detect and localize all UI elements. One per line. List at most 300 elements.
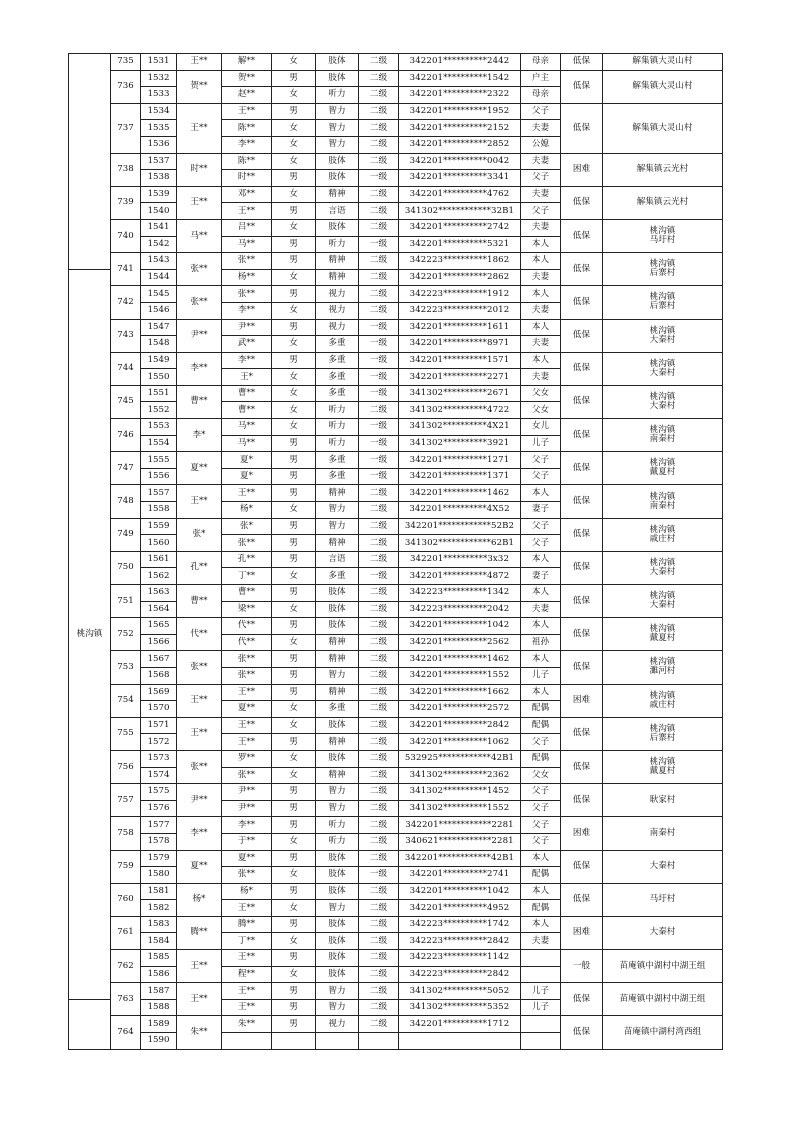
- sex-cell: 女: [272, 369, 316, 386]
- disability-level-cell: 一级: [359, 236, 399, 253]
- address-cell: 耿家村: [603, 784, 723, 817]
- id-number-cell: 342201**********2842: [399, 717, 521, 734]
- relationship-cell: [521, 1033, 561, 1050]
- disability-level-cell: 二级: [359, 933, 399, 950]
- household-number-cell: 762: [111, 950, 141, 983]
- member-id-cell: 1547: [141, 319, 177, 336]
- relationship-cell: 配偶: [521, 750, 561, 767]
- disability-level-cell: 二级: [359, 136, 399, 153]
- disability-level-cell: 一级: [359, 452, 399, 469]
- member-name-cell: 王**: [222, 684, 272, 701]
- member-name-cell: 陈**: [222, 120, 272, 137]
- member-name-cell: 张**: [222, 867, 272, 884]
- member-id-cell: 1569: [141, 684, 177, 701]
- disability-type-cell: 肢体: [316, 850, 359, 867]
- member-name-cell: 孔**: [222, 551, 272, 568]
- household-head-cell: 曹**: [177, 385, 222, 418]
- sex-cell: 男: [272, 253, 316, 270]
- household-head-cell: 孔**: [177, 551, 222, 584]
- id-number-cell: 342201**********1712: [399, 1016, 521, 1033]
- disability-level-cell: 一级: [359, 369, 399, 386]
- sex-cell: [272, 1033, 316, 1050]
- sex-cell: 女: [272, 767, 316, 784]
- household-head-cell: 尹**: [177, 319, 222, 352]
- member-id-cell: 1552: [141, 402, 177, 419]
- member-name-cell: 杨**: [222, 269, 272, 286]
- id-number-cell: 342201**********1042: [399, 618, 521, 635]
- town-cell: [69, 999, 111, 1049]
- household-head-cell: 代**: [177, 618, 222, 651]
- member-id-cell: 1559: [141, 518, 177, 535]
- id-number-cell: 341302**********2362: [399, 767, 521, 784]
- category-cell: 低保: [561, 1016, 603, 1049]
- member-name-cell: 罗**: [222, 750, 272, 767]
- disability-level-cell: 二级: [359, 269, 399, 286]
- relationship-cell: 妻子: [521, 568, 561, 585]
- relationship-cell: 本人: [521, 485, 561, 502]
- address-cell: 桃沟镇 后寨村: [603, 717, 723, 750]
- household-number-cell: 747: [111, 452, 141, 485]
- household-number-cell: 738: [111, 153, 141, 186]
- disability-type-cell: 肢体: [316, 916, 359, 933]
- address-cell: 桃沟镇 戴夏村: [603, 750, 723, 783]
- disability-level-cell: 一级: [359, 435, 399, 452]
- disability-level-cell: 二级: [359, 585, 399, 602]
- member-name-cell: 梁**: [222, 601, 272, 618]
- sex-cell: 男: [272, 352, 316, 369]
- member-name-cell: 腾**: [222, 916, 272, 933]
- table-row: [69, 253, 723, 270]
- household-head-cell: 张**: [177, 253, 222, 286]
- sex-cell: 女: [272, 867, 316, 884]
- id-number-cell: 342223**********2842: [399, 933, 521, 950]
- category-cell: 低保: [561, 286, 603, 319]
- table-row: [69, 1016, 723, 1033]
- table-body: [69, 54, 723, 1050]
- disability-type-cell: 智力: [316, 800, 359, 817]
- member-name-cell: 赵**: [222, 87, 272, 104]
- disability-type-cell: 多重: [316, 468, 359, 485]
- disability-type-cell: 肢体: [316, 219, 359, 236]
- disability-level-cell: 二级: [359, 817, 399, 834]
- member-name-cell: 王*: [222, 369, 272, 386]
- member-name-cell: [222, 1033, 272, 1050]
- id-number-cell: 532925************42B1: [399, 750, 521, 767]
- sex-cell: 女: [272, 136, 316, 153]
- sex-cell: 女: [272, 54, 316, 71]
- category-cell: 低保: [561, 54, 603, 71]
- household-number-cell: 756: [111, 750, 141, 783]
- category-cell: 低保: [561, 219, 603, 252]
- sex-cell: 女: [272, 153, 316, 170]
- disability-type-cell: 智力: [316, 983, 359, 1000]
- household-number-cell: 746: [111, 419, 141, 452]
- disability-type-cell: 精神: [316, 186, 359, 203]
- address-cell: 桃沟镇 大秦村: [603, 551, 723, 584]
- disability-level-cell: 二级: [359, 833, 399, 850]
- table-row: [69, 219, 723, 236]
- id-number-cell: 342223**********2042: [399, 601, 521, 618]
- id-number-cell: 342201**********1462: [399, 651, 521, 668]
- household-number-cell: 763: [111, 983, 141, 1016]
- table-row: [69, 485, 723, 502]
- disability-level-cell: 一级: [359, 170, 399, 187]
- member-id-cell: 1577: [141, 817, 177, 834]
- sex-cell: 女: [272, 269, 316, 286]
- household-head-cell: 夏**: [177, 452, 222, 485]
- household-head-cell: 李*: [177, 419, 222, 452]
- relationship-cell: 夫妻: [521, 120, 561, 137]
- relationship-cell: 祖孙: [521, 634, 561, 651]
- disability-level-cell: [359, 1033, 399, 1050]
- disability-type-cell: 智力: [316, 103, 359, 120]
- id-number-cell: 342223**********1862: [399, 253, 521, 270]
- id-number-cell: 342201**********2152: [399, 120, 521, 137]
- sex-cell: 男: [272, 435, 316, 452]
- sex-cell: 女: [272, 601, 316, 618]
- id-number-cell: 341302**********5352: [399, 999, 521, 1016]
- sex-cell: 男: [272, 999, 316, 1016]
- id-number-cell: 341302**********1552: [399, 800, 521, 817]
- relationship-cell: 本人: [521, 883, 561, 900]
- relationship-cell: 妻子: [521, 502, 561, 519]
- relationship-cell: 父子: [521, 535, 561, 552]
- table-row: [69, 850, 723, 867]
- relationship-cell: 本人: [521, 618, 561, 635]
- sex-cell: 男: [272, 452, 316, 469]
- table-row: [69, 618, 723, 635]
- member-id-cell: 1548: [141, 336, 177, 353]
- household-head-cell: 时**: [177, 153, 222, 186]
- sex-cell: 男: [272, 618, 316, 635]
- sex-cell: 男: [272, 535, 316, 552]
- relationship-cell: 父女: [521, 767, 561, 784]
- category-cell: 低保: [561, 385, 603, 418]
- member-name-cell: 朱**: [222, 1016, 272, 1033]
- member-id-cell: 1564: [141, 601, 177, 618]
- disability-level-cell: 二级: [359, 286, 399, 303]
- disability-type-cell: 精神: [316, 734, 359, 751]
- household-number-cell: 752: [111, 618, 141, 651]
- member-id-cell: 1566: [141, 634, 177, 651]
- table-row: [69, 103, 723, 120]
- disability-level-cell: 二级: [359, 253, 399, 270]
- disability-type-cell: 多重: [316, 568, 359, 585]
- address-cell: 桃沟镇 大秦村: [603, 385, 723, 418]
- sex-cell: 男: [272, 485, 316, 502]
- disability-type-cell: 精神: [316, 535, 359, 552]
- address-cell: 桃沟镇 大秦村: [603, 352, 723, 385]
- member-id-cell: 1585: [141, 950, 177, 967]
- disability-level-cell: 二级: [359, 634, 399, 651]
- household-head-cell: 李**: [177, 817, 222, 850]
- document-sheet: [68, 56, 722, 1046]
- disability-level-cell: 二级: [359, 535, 399, 552]
- sex-cell: 男: [272, 651, 316, 668]
- member-id-cell: 1581: [141, 883, 177, 900]
- id-number-cell: 342201**********2562: [399, 634, 521, 651]
- table-row: [69, 950, 723, 967]
- sex-cell: 女: [272, 336, 316, 353]
- address-cell: 桃沟镇 大秦村: [603, 585, 723, 618]
- household-number-cell: 750: [111, 551, 141, 584]
- member-name-cell: 王**: [222, 103, 272, 120]
- member-id-cell: 1573: [141, 750, 177, 767]
- disability-type-cell: 智力: [316, 667, 359, 684]
- member-name-cell: 王**: [222, 950, 272, 967]
- member-name-cell: 丁**: [222, 568, 272, 585]
- sex-cell: 男: [272, 70, 316, 87]
- disability-level-cell: 二级: [359, 502, 399, 519]
- sex-cell: 女: [272, 302, 316, 319]
- member-name-cell: 丁**: [222, 933, 272, 950]
- category-cell: 低保: [561, 103, 603, 153]
- member-id-cell: 1567: [141, 651, 177, 668]
- disability-level-cell: 二级: [359, 54, 399, 71]
- disability-level-cell: 二级: [359, 900, 399, 917]
- member-name-cell: 曹**: [222, 385, 272, 402]
- relationship-cell: 配偶: [521, 867, 561, 884]
- sex-cell: 女: [272, 833, 316, 850]
- table-row: [69, 817, 723, 834]
- category-cell: 低保: [561, 551, 603, 584]
- member-id-cell: 1541: [141, 219, 177, 236]
- sex-cell: 男: [272, 734, 316, 751]
- disability-type-cell: 视力: [316, 319, 359, 336]
- household-head-cell: 张*: [177, 518, 222, 551]
- household-number-cell: 742: [111, 286, 141, 319]
- relationship-cell: 夫妻: [521, 186, 561, 203]
- id-number-cell: 342201**********1571: [399, 352, 521, 369]
- sex-cell: 男: [272, 585, 316, 602]
- household-number-cell: 753: [111, 651, 141, 684]
- member-name-cell: 夏**: [222, 701, 272, 718]
- table-row: [69, 585, 723, 602]
- relationship-cell: 父子: [521, 170, 561, 187]
- member-name-cell: 张**: [222, 651, 272, 668]
- household-head-cell: 张**: [177, 651, 222, 684]
- disability-level-cell: 二级: [359, 767, 399, 784]
- id-number-cell: 342223**********1142: [399, 950, 521, 967]
- address-cell: 苗庵镇中湖村中湖王组: [603, 950, 723, 983]
- id-number-cell: 342223**********2012: [399, 302, 521, 319]
- id-number-cell: 341302**********5052: [399, 983, 521, 1000]
- id-number-cell: 342201**********2862: [399, 269, 521, 286]
- address-cell: 桃沟镇 南秦村: [603, 419, 723, 452]
- disability-type-cell: 精神: [316, 634, 359, 651]
- category-cell: 低保: [561, 750, 603, 783]
- relationship-cell: 本人: [521, 651, 561, 668]
- id-number-cell: 342201**********0042: [399, 153, 521, 170]
- id-number-cell: 342201************2281: [399, 817, 521, 834]
- id-number-cell: 342201**********2572: [399, 701, 521, 718]
- disability-level-cell: 二级: [359, 784, 399, 801]
- member-name-cell: 夏*: [222, 468, 272, 485]
- address-cell: 解集镇大灵山村: [603, 70, 723, 103]
- category-cell: 困难: [561, 817, 603, 850]
- member-name-cell: 张*: [222, 518, 272, 535]
- table-row: [69, 319, 723, 336]
- id-number-cell: 340621************2281: [399, 833, 521, 850]
- household-number-cell: 751: [111, 585, 141, 618]
- category-cell: 低保: [561, 784, 603, 817]
- sex-cell: 女: [272, 717, 316, 734]
- sex-cell: 男: [272, 684, 316, 701]
- sex-cell: 男: [272, 817, 316, 834]
- category-cell: 低保: [561, 419, 603, 452]
- table-row: [69, 883, 723, 900]
- household-head-cell: 贺**: [177, 70, 222, 103]
- relationship-cell: 父子: [521, 203, 561, 220]
- sex-cell: 男: [272, 236, 316, 253]
- disability-type-cell: 肢体: [316, 933, 359, 950]
- member-id-cell: 1571: [141, 717, 177, 734]
- relationship-cell: 夫妻: [521, 269, 561, 286]
- disability-type-cell: 精神: [316, 684, 359, 701]
- member-name-cell: 王**: [222, 717, 272, 734]
- sex-cell: 男: [272, 850, 316, 867]
- household-number-cell: 739: [111, 186, 141, 219]
- member-id-cell: 1553: [141, 419, 177, 436]
- disability-level-cell: 二级: [359, 701, 399, 718]
- id-number-cell: 342201**********2852: [399, 136, 521, 153]
- disability-type-cell: 多重: [316, 336, 359, 353]
- sex-cell: 男: [272, 319, 316, 336]
- member-name-cell: 马**: [222, 419, 272, 436]
- disability-type-cell: 肢体: [316, 750, 359, 767]
- household-number-cell: 754: [111, 684, 141, 717]
- id-number-cell: 342201**********1042: [399, 883, 521, 900]
- sex-cell: 女: [272, 568, 316, 585]
- id-number-cell: 342201**********2322: [399, 87, 521, 104]
- relationship-cell: 配偶: [521, 900, 561, 917]
- relationship-cell: 父子: [521, 103, 561, 120]
- member-name-cell: 程**: [222, 966, 272, 983]
- disability-level-cell: 二级: [359, 800, 399, 817]
- relationship-cell: 户主: [521, 70, 561, 87]
- relationship-cell: 本人: [521, 551, 561, 568]
- member-id-cell: 1542: [141, 236, 177, 253]
- sex-cell: 男: [272, 784, 316, 801]
- member-id-cell: 1536: [141, 136, 177, 153]
- disability-type-cell: 肢体: [316, 153, 359, 170]
- household-head-cell: 王**: [177, 983, 222, 1016]
- relationship-cell: 配偶: [521, 701, 561, 718]
- category-cell: 困难: [561, 916, 603, 949]
- category-cell: 低保: [561, 186, 603, 219]
- member-name-cell: 尹**: [222, 784, 272, 801]
- table-row: [69, 352, 723, 369]
- address-cell: 桃沟镇 濉河村: [603, 651, 723, 684]
- relationship-cell: 儿子: [521, 435, 561, 452]
- id-number-cell: 342223**********1912: [399, 286, 521, 303]
- category-cell: 低保: [561, 319, 603, 352]
- member-name-cell: 尹**: [222, 800, 272, 817]
- id-number-cell: 342201**********2742: [399, 219, 521, 236]
- member-name-cell: 曹**: [222, 585, 272, 602]
- member-id-cell: 1533: [141, 87, 177, 104]
- member-name-cell: 李**: [222, 302, 272, 319]
- table-row: [69, 54, 723, 71]
- member-id-cell: 1537: [141, 153, 177, 170]
- disability-type-cell: 肢体: [316, 867, 359, 884]
- disability-type-cell: 肢体: [316, 717, 359, 734]
- disability-type-cell: 肢体: [316, 601, 359, 618]
- member-id-cell: 1589: [141, 1016, 177, 1033]
- member-id-cell: 1575: [141, 784, 177, 801]
- category-cell: 低保: [561, 618, 603, 651]
- household-number-cell: 743: [111, 319, 141, 352]
- member-id-cell: 1586: [141, 966, 177, 983]
- sex-cell: 男: [272, 468, 316, 485]
- household-number-cell: 764: [111, 1016, 141, 1049]
- member-name-cell: 张**: [222, 767, 272, 784]
- sex-cell: 女: [272, 933, 316, 950]
- disability-level-cell: 二级: [359, 70, 399, 87]
- disability-type-cell: 多重: [316, 452, 359, 469]
- disability-type-cell: 多重: [316, 385, 359, 402]
- disability-type-cell: 听力: [316, 419, 359, 436]
- disability-level-cell: 二级: [359, 551, 399, 568]
- household-number-cell: 745: [111, 385, 141, 418]
- disability-level-cell: 一级: [359, 352, 399, 369]
- disability-level-cell: 二级: [359, 999, 399, 1016]
- id-number-cell: 342201**********2741: [399, 867, 521, 884]
- member-name-cell: 张**: [222, 667, 272, 684]
- disability-type-cell: 视力: [316, 302, 359, 319]
- member-id-cell: 1538: [141, 170, 177, 187]
- disability-type-cell: 听力: [316, 236, 359, 253]
- sex-cell: 女: [272, 120, 316, 137]
- table-row: [69, 916, 723, 933]
- id-number-cell: 342201**********2271: [399, 369, 521, 386]
- category-cell: 低保: [561, 352, 603, 385]
- member-id-cell: 1576: [141, 800, 177, 817]
- household-number-cell: 755: [111, 717, 141, 750]
- id-number-cell: 341302**********4X21: [399, 419, 521, 436]
- member-id-cell: 1540: [141, 203, 177, 220]
- disability-level-cell: 二级: [359, 601, 399, 618]
- id-number-cell: 342201**********4762: [399, 186, 521, 203]
- address-cell: 南秦村: [603, 817, 723, 850]
- id-number-cell: 342201**********4952: [399, 900, 521, 917]
- member-id-cell: 1583: [141, 916, 177, 933]
- disability-type-cell: 肢体: [316, 70, 359, 87]
- id-number-cell: 342201**********1952: [399, 103, 521, 120]
- relationship-cell: 本人: [521, 236, 561, 253]
- category-cell: 低保: [561, 651, 603, 684]
- id-number-cell: 342201**********4872: [399, 568, 521, 585]
- table-row: [69, 684, 723, 701]
- member-id-cell: 1557: [141, 485, 177, 502]
- household-number-cell: 757: [111, 784, 141, 817]
- disability-level-cell: 一级: [359, 419, 399, 436]
- disability-level-cell: 二级: [359, 966, 399, 983]
- household-number-cell: 744: [111, 352, 141, 385]
- member-id-cell: 1546: [141, 302, 177, 319]
- disability-type-cell: 听力: [316, 87, 359, 104]
- address-cell: 解集镇大灵山村: [603, 103, 723, 153]
- disability-type-cell: 智力: [316, 518, 359, 535]
- relationship-cell: 父子: [521, 833, 561, 850]
- category-cell: 低保: [561, 717, 603, 750]
- table-row: [69, 385, 723, 402]
- disability-level-cell: 二级: [359, 302, 399, 319]
- household-number-cell: 741: [111, 253, 141, 286]
- disability-level-cell: 二级: [359, 651, 399, 668]
- id-number-cell: 341302**********3921: [399, 435, 521, 452]
- relationship-cell: 夫妻: [521, 219, 561, 236]
